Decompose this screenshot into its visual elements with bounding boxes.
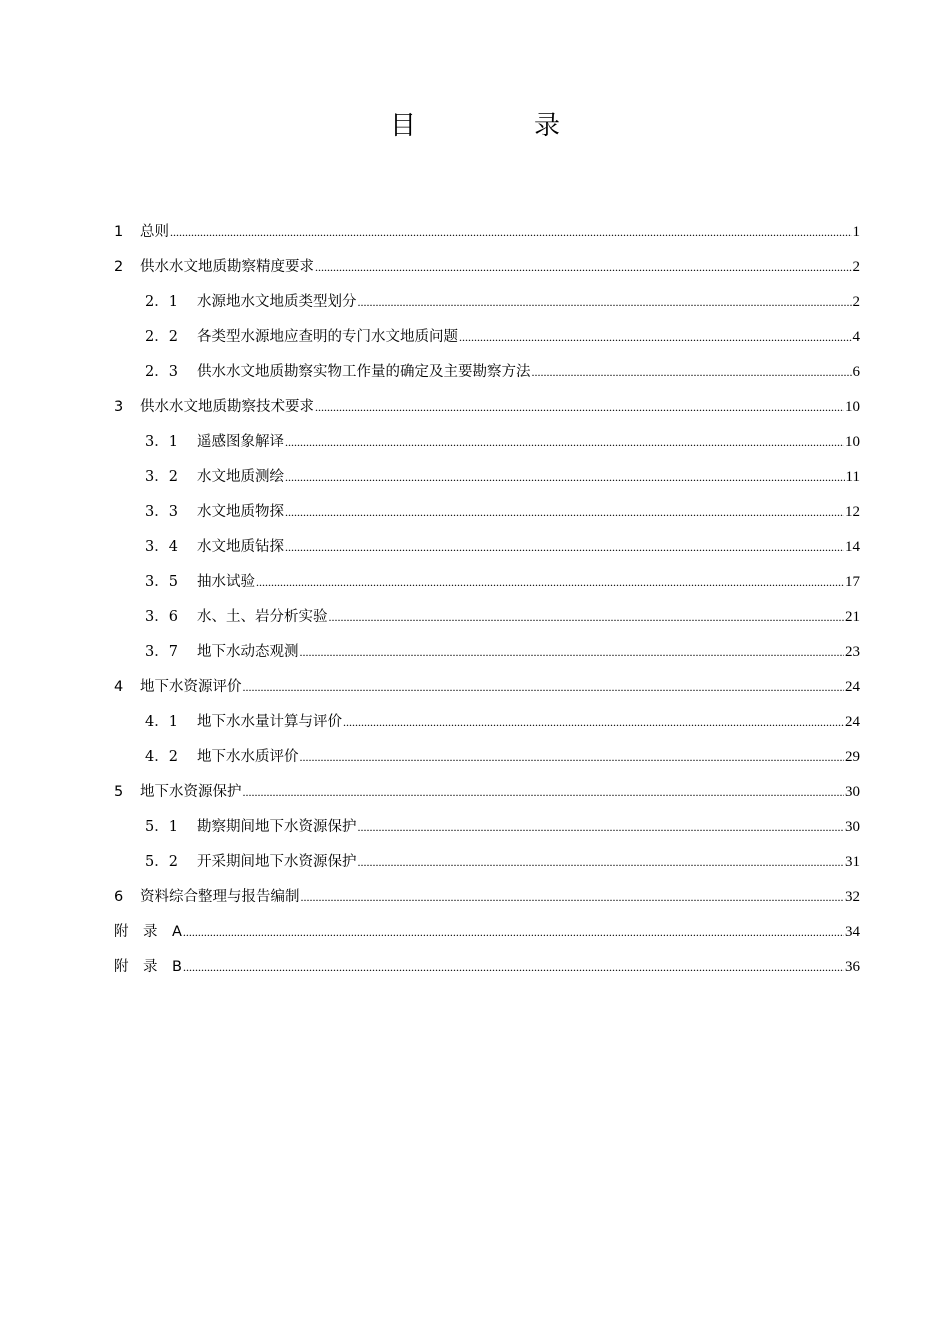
toc-entry-title: 水文地质测绘 [197, 469, 284, 485]
toc-subentry[interactable] [114, 460, 860, 495]
toc-entry-page: 6 [852, 364, 860, 380]
toc-dot-leader [285, 460, 845, 495]
toc-subentry[interactable] [114, 635, 860, 670]
toc-entry-title: 地下水动态观测 [197, 644, 299, 660]
toc-dot-leader [300, 740, 845, 775]
toc-entry-page: 12 [845, 504, 860, 520]
toc-subentry[interactable] [114, 320, 860, 355]
toc-entry-page: 14 [845, 539, 860, 555]
toc-entry-number: 2．2 [145, 329, 178, 345]
toc-entry-page: 2 [852, 259, 860, 275]
toc-entry-title: 各类型水源地应查明的专门水文地质问题 [197, 329, 458, 345]
toc-entry-page: 31 [845, 854, 860, 870]
toc-entry-number: 3．2 [145, 469, 178, 485]
toc-dot-leader [243, 775, 845, 810]
toc-subentry[interactable] [114, 705, 860, 740]
toc-subentry[interactable] [114, 565, 860, 600]
toc-dot-leader [170, 215, 852, 250]
toc-dot-leader [301, 880, 845, 915]
toc-dot-leader [285, 530, 844, 565]
toc-entry-title: 水、土、岩分析实验 [197, 609, 328, 625]
toc-entry-title: 总则 [140, 224, 169, 240]
toc-entry-page: 24 [845, 714, 860, 730]
toc-entry-number: 2 [114, 259, 124, 275]
toc-entry-title: 勘察期间地下水资源保护 [197, 819, 357, 835]
toc-appendix-a[interactable] [114, 915, 860, 950]
toc-entry-title: 供水水文地质勘察实物工作量的确定及主要勘察方法 [197, 364, 531, 380]
toc-entry-number: 3．5 [145, 574, 178, 590]
toc-dot-leader [358, 845, 845, 880]
toc-entry-number: 3 [114, 399, 124, 415]
toc-dot-leader [256, 565, 844, 600]
toc-dot-leader [183, 950, 844, 985]
toc-entry-title: 地下水资源评价 [140, 679, 242, 695]
toc-subentry[interactable] [114, 530, 860, 565]
toc-entry-number: 3．4 [145, 539, 178, 555]
page-title: 目 录 [389, 111, 606, 141]
toc-entry-number: 3．6 [145, 609, 178, 625]
toc-appendix-b[interactable] [114, 950, 860, 985]
toc-dot-leader [358, 810, 845, 845]
toc-subentry[interactable] [114, 740, 860, 775]
toc-entry-title: 水文地质钻探 [197, 539, 284, 555]
toc-dot-leader [459, 320, 852, 355]
toc-entry-page: 23 [845, 644, 860, 660]
toc-entry-page: 10 [845, 434, 860, 450]
toc-entry-number: 6 [114, 889, 124, 905]
toc-subentry[interactable] [114, 845, 860, 880]
toc-entry-page: 36 [845, 959, 860, 975]
toc-entry-title: 遥感图象解译 [197, 434, 284, 450]
toc-entry-number: 3．3 [145, 504, 178, 520]
toc-dot-leader [285, 425, 844, 460]
toc-entry-page: 4 [852, 329, 860, 345]
toc-entry-number: 2．1 [145, 294, 178, 310]
toc-subentry[interactable] [114, 600, 860, 635]
toc-entry-title: 附 录 B [114, 959, 182, 975]
toc-entry[interactable] [114, 880, 860, 915]
toc-entry-number: 2．3 [145, 364, 178, 380]
toc-entry-number: 4．2 [145, 749, 178, 765]
toc-dot-leader [315, 250, 852, 285]
toc-entry[interactable] [114, 390, 860, 425]
toc-dot-leader [358, 285, 852, 320]
toc-entry-number: 4 [114, 679, 124, 695]
toc-dot-leader [315, 390, 844, 425]
toc-entry-title: 水源地水文地质类型划分 [197, 294, 357, 310]
toc-entry[interactable] [114, 670, 860, 705]
toc-entry-number: 3．7 [145, 644, 178, 660]
toc-dot-leader [183, 915, 844, 950]
toc-entry-page: 34 [845, 924, 860, 940]
toc-entry-page: 29 [845, 749, 860, 765]
toc-entry-number: 4．1 [145, 714, 178, 730]
toc-entry-page: 21 [845, 609, 860, 625]
toc-subentry[interactable] [114, 425, 860, 460]
toc-entry-title: 附 录 A [114, 924, 182, 940]
toc-entry[interactable] [114, 250, 860, 285]
toc-entry-page: 2 [852, 294, 860, 310]
toc-entry-title: 抽水试验 [197, 574, 255, 590]
toc-entry-page: 17 [845, 574, 860, 590]
toc-subentry[interactable] [114, 495, 860, 530]
toc-dot-leader [243, 670, 845, 705]
toc-entry-number: 5．1 [145, 819, 178, 835]
toc-entry-page: 10 [845, 399, 860, 415]
toc-entry-title: 地下水水量计算与评价 [197, 714, 342, 730]
toc-entry-title: 开采期间地下水资源保护 [197, 854, 357, 870]
toc-entry-page: 30 [845, 784, 860, 800]
toc-dot-leader [532, 355, 852, 390]
toc-subentry[interactable] [114, 810, 860, 845]
toc-dot-leader [285, 495, 844, 530]
toc-entry-number: 5．2 [145, 854, 178, 870]
table-of-contents [114, 215, 860, 985]
toc-entry[interactable] [114, 775, 860, 810]
toc-dot-leader [300, 635, 845, 670]
toc-entry-page: 1 [852, 224, 860, 240]
toc-entry-page: 11 [845, 469, 860, 485]
toc-entry-title: 水文地质物探 [197, 504, 284, 520]
toc-entry-number: 3．1 [145, 434, 178, 450]
toc-entry-number: 1 [114, 224, 124, 240]
toc-subentry[interactable] [114, 355, 860, 390]
toc-entry-number: 5 [114, 784, 124, 800]
toc-dot-leader [343, 705, 844, 740]
toc-entry-page: 32 [845, 889, 860, 905]
toc-entry-page: 24 [845, 679, 860, 695]
toc-entry-title: 地下水水质评价 [197, 749, 299, 765]
toc-subentry[interactable] [114, 285, 860, 320]
toc-entry-page: 30 [845, 819, 860, 835]
toc-entry-title: 供水水文地质勘察技术要求 [140, 399, 314, 415]
toc-entry[interactable] [114, 215, 860, 250]
toc-entry-title: 地下水资源保护 [140, 784, 242, 800]
toc-dot-leader [329, 600, 845, 635]
toc-entry-title: 资料综合整理与报告编制 [140, 889, 300, 905]
toc-entry-title: 供水水文地质勘察精度要求 [140, 259, 314, 275]
